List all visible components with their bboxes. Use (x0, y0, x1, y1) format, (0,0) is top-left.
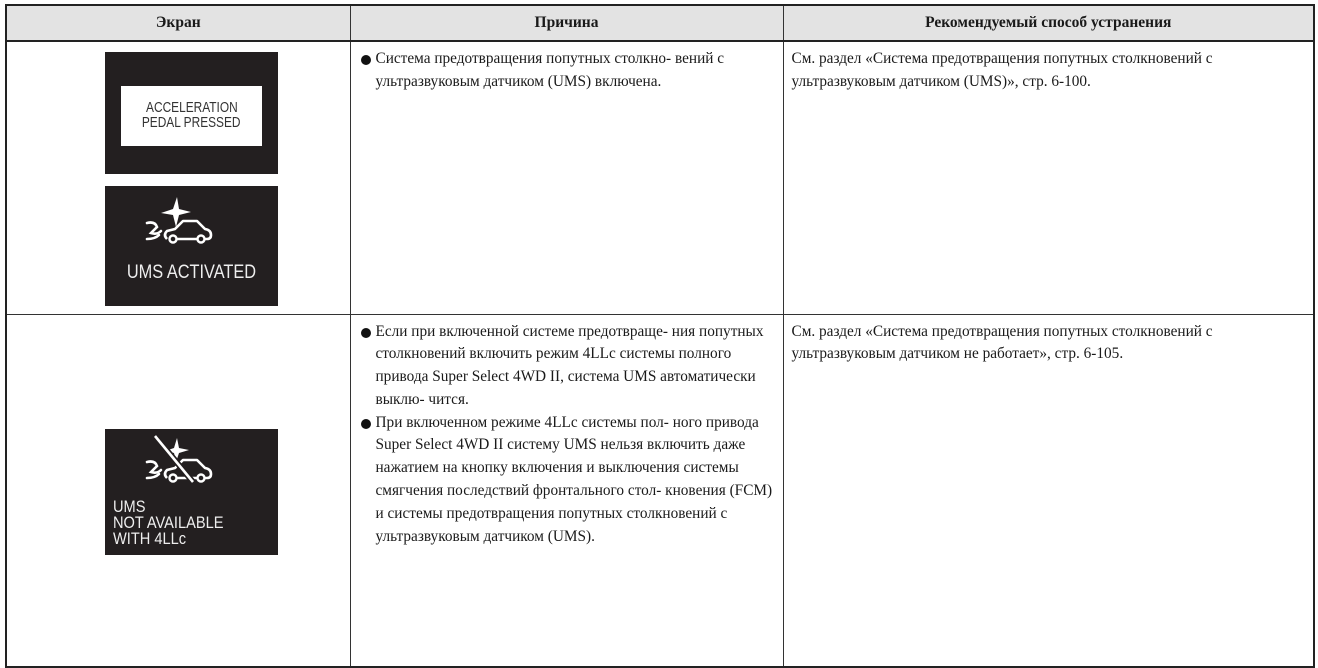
troubleshooting-table (5, 4, 1315, 668)
cause-bullet (361, 48, 775, 94)
remedy-text: См. раздел «Система предотвращения попутных столкновений с ультразвуковым датчиком не работает», стр. 6-105. (791, 322, 1213, 363)
remedy-cell (783, 41, 1314, 314)
cause-cell (350, 314, 783, 667)
bullet-icon (361, 328, 371, 338)
acceleration-pedal-display (105, 52, 278, 174)
cause-text: Если при включенной системе предотвраще- ния попутных столкновений включить режим 4LLc системы полного привода Super Select 4WD II, система UMS автоматически выклю- чится. (375, 322, 764, 408)
cause-bullet (361, 321, 775, 412)
ums-not-available-display (105, 429, 278, 555)
display-text-block (113, 496, 224, 548)
display-text: UMS ACTIVATED (126, 262, 257, 283)
message-box (121, 86, 262, 146)
screen-cell (6, 41, 350, 314)
cause-bullet (361, 412, 775, 549)
display-text: PEDAL PRESSED (142, 115, 241, 131)
cause-text: При включенном режиме 4LLc системы пол- ного привода Super Select 4WD II систему UMS нельзя включить даже нажатием на кнопку включения и выключения системы смягчения последствий фронтального стол- кновения (FCM) и системы предотвращения попутных столкновений с ультразвуковым датчиком (UMS). (375, 413, 773, 545)
table-row (6, 41, 1314, 314)
header-remedy: Рекомендуемый способ устранения (783, 5, 1314, 41)
cause-cell (350, 41, 783, 314)
table-header-row (6, 5, 1314, 41)
display-text: NOT AVAILABLE (113, 512, 224, 532)
display-text: WITH 4LLc (113, 528, 187, 548)
remedy-text: См. раздел «Система предотвращения попутных столкновений с ультразвуковым датчиком (UMS)», стр. 6-100. (791, 50, 1213, 90)
ums-activated-display (105, 186, 278, 306)
bullet-icon (361, 55, 371, 65)
display-text: UMS (113, 496, 146, 516)
ums-activated-icon (143, 195, 215, 245)
ums-not-available-icon (143, 434, 215, 484)
header-cause: Причина (350, 5, 783, 41)
bullet-icon (361, 419, 371, 429)
cause-text: Система предотвращения попутных столкно- вений с ультразвуковым датчиком (UMS) включена. (375, 50, 725, 90)
remedy-cell (783, 314, 1314, 667)
table-row (6, 314, 1314, 667)
display-text: ACCELERATION (145, 100, 238, 116)
screen-cell (6, 314, 350, 667)
header-screen: Экран (6, 5, 350, 41)
